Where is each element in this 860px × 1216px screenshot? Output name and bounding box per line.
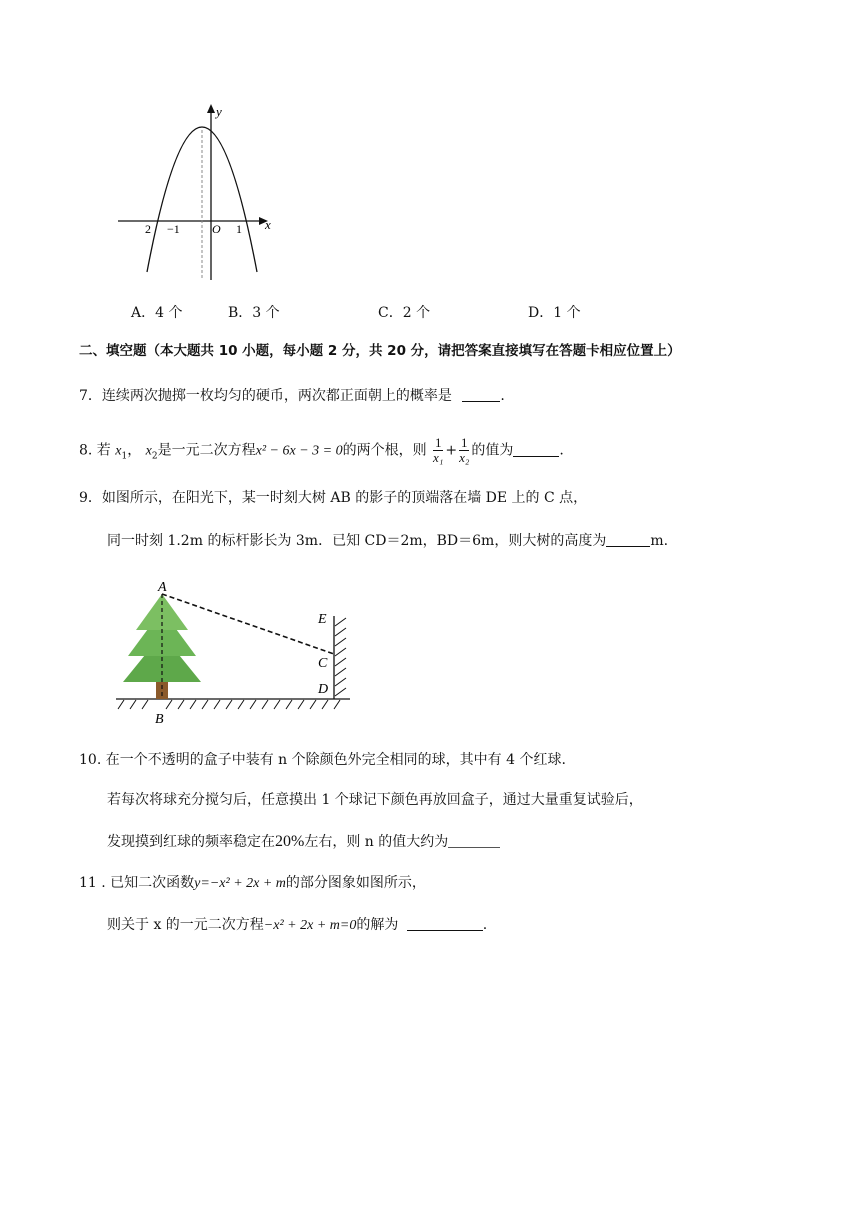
question-10-line-3 [107,832,500,852]
q11-function: y=−x² + 2x + m [194,876,286,891]
question-7-tail: . [500,388,505,404]
label-d: D [318,682,329,697]
fraction-1-over-x2 [458,436,470,465]
q8-plus: + [445,442,458,459]
x2-var: x [145,443,152,459]
frac1-den: x₁ [433,450,444,465]
q8-end: 的值为 [471,442,514,459]
percent-20: 20% [275,833,305,850]
fraction-1-over-x1 [432,436,444,465]
q8-equation: x² − 6x − 3 = 0 [255,443,343,459]
q11-equation: −x² + 2x + m=0 [263,918,357,933]
question-10-line-1: 10. 在一个不透明的盒子中装有 n 个除颜色外完全相同的球，其中有 4 个红球. [79,752,566,768]
origin-label: O [212,222,221,236]
question-8 [79,436,564,466]
answer-blank-10[interactable] [448,833,500,848]
question-11-tail: . [482,917,488,933]
ground-hatching [118,700,340,709]
question-11-line-2-a: 则关于 x 的一元二次方程 [107,917,264,933]
question-11-line-1-a: 11 . 已知二次函数 [79,875,195,891]
question-7 [79,386,505,406]
x2-subscript: 2 [151,451,158,462]
label-a: A [158,580,167,595]
answer-blank-7[interactable] [462,387,500,402]
q8-after-eq: 的两个根，则 [342,442,427,459]
tree-trunk [156,682,168,699]
answer-blank-9[interactable] [606,532,650,547]
option-b[interactable]: B．3 个 [228,305,280,321]
tick-label-pos1: 1 [236,222,242,236]
answer-blank-11[interactable] [407,916,483,931]
option-c[interactable]: C．2 个 [378,305,431,321]
tick-label-neg2: 2 [145,222,151,236]
question-9-tail: m. [650,533,669,549]
label-b: B [155,712,164,727]
question-11-line-2 [107,915,487,936]
y-axis-arrow [207,104,215,113]
question-11-line-1-b: 的部分图象如图所示， [285,875,426,891]
question-11-line-2-b: 的解为 [356,917,399,933]
x1-subscript: 1 [121,451,128,462]
question-11-line-1 [79,873,426,894]
label-e: E [318,612,327,627]
question-8-prefix: 8. 若 [79,442,111,459]
wall-hatching [335,618,346,696]
section-2-heading: 二、填空题（本大题共 10 小题，每小题 2 分，共 20 分，请把答案直接填写在答题卡相应位置上） [79,343,681,359]
x-axis-label: x [265,217,271,232]
question-9-line-2-text: 同一时刻 1.2m 的标杆影长为 3m．已知 CD＝2m，BD＝6m，则大树的高度为 [107,533,607,549]
question-9-line-1: 9．如图所示，在阳光下，某一时刻大树 AB 的影子的顶端落在墙 DE 上的 C 点， [79,490,588,506]
question-8-tail: . [559,442,564,459]
parabola-graph [110,100,290,285]
q8-comma: ， [127,442,142,459]
option-d[interactable]: D．1 个 [528,305,581,321]
label-c: C [318,656,328,671]
question-10-line-2: 若每次将球充分搅匀后，任意摸出 1 个球记下颜色再放回盒子，通过大量重复试验后， [107,792,643,808]
question-9-line-2 [107,531,668,551]
x1-var: x [115,443,122,459]
q8-mid: 是一元二次方程 [157,442,256,459]
y-axis-label: y [216,104,222,119]
question-10-line-3-a: 发现摸到红球的频率稳定在 [107,834,275,850]
option-a[interactable]: A．4 个 [131,305,183,321]
frac2-den: x₂ [459,450,470,465]
frac2-num: 1 [460,435,468,450]
frac1-num: 1 [434,435,442,450]
question-7-text: 7．连续两次抛掷一枚均匀的硬币，两次都正面朝上的概率是 [79,388,452,404]
question-10-line-3-b: 左右，则 n 的值大约为 [304,834,449,850]
tick-label-neg1: −1 [167,222,180,236]
answer-blank-8[interactable] [513,442,559,457]
tree-shadow-figure [112,576,357,728]
